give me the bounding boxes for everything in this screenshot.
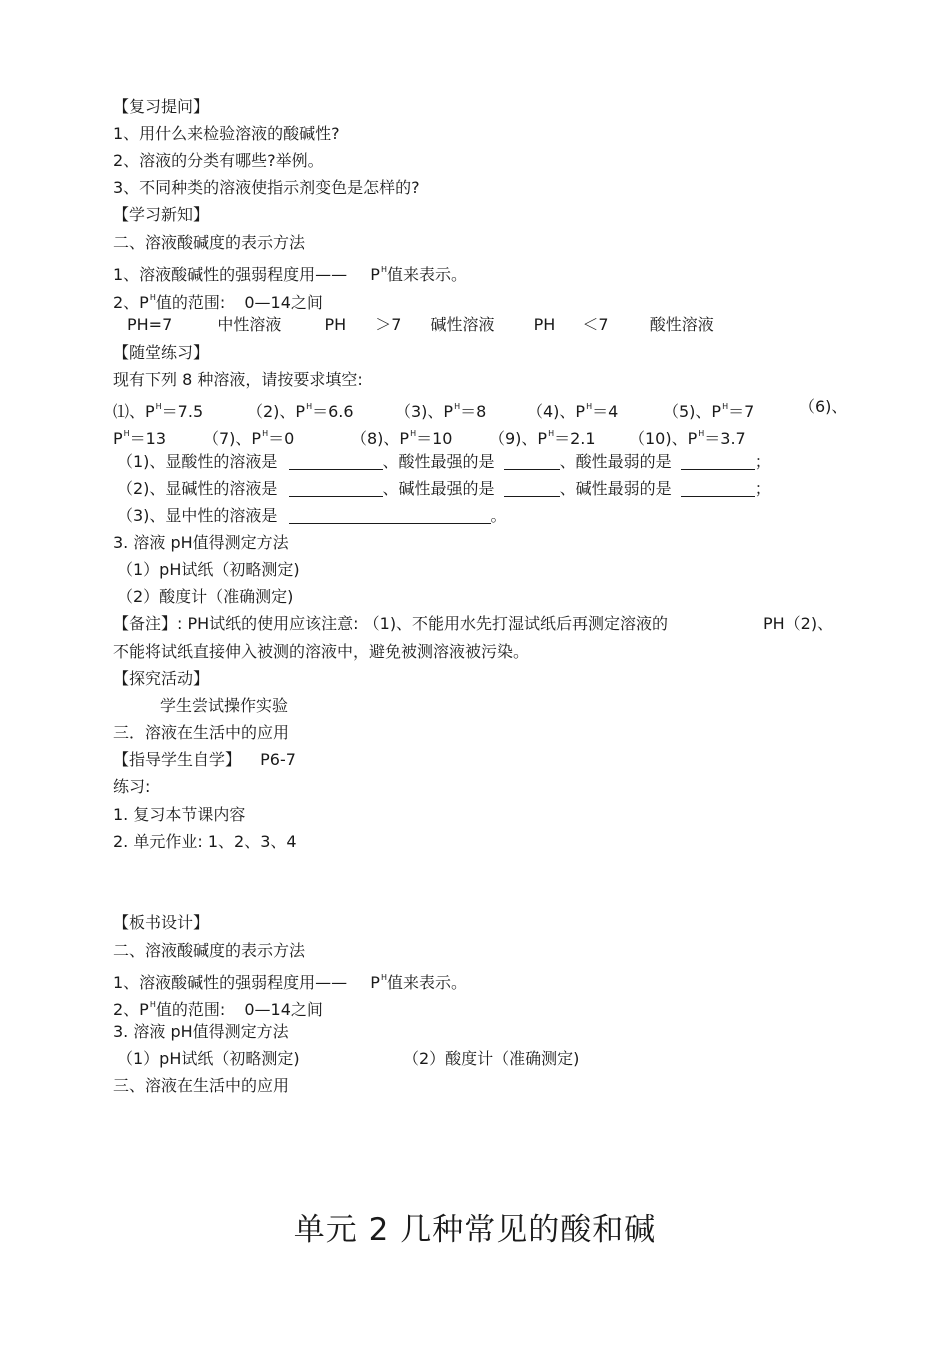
fill-question-2 <box>117 479 771 499</box>
ph-range-label: 2、P <box>113 293 149 312</box>
ph-definition-line <box>113 260 467 285</box>
review-question-1: 1、用什么来检验溶液的酸碱性? <box>113 124 340 143</box>
board-method-heading: 3. 溶液 pH值得测定方法 <box>113 1022 289 1041</box>
ph-definition-text: 1、溶液酸碱性的强弱程度用—— <box>113 265 348 284</box>
board-ph-definition <box>113 968 467 993</box>
basic-label: 碱性溶液 <box>430 315 495 334</box>
fill-blank[interactable] <box>504 481 560 497</box>
review-question-2: 2、溶液的分类有哪些?举例。 <box>113 151 324 170</box>
fill-1-strongest: 、酸性最强的是 <box>382 452 495 471</box>
solution-item: （5)、$P^H=7$ <box>663 402 755 421</box>
solution-item: （7)、$P^H=0$ <box>203 429 295 448</box>
practice-heading: 【随堂练习】 <box>113 343 210 362</box>
self-study-heading: 【指导学生自学】 <box>113 750 242 769</box>
solution-item: （9)、$P^H=2.1$ <box>489 429 596 448</box>
board-ph-superscript: H <box>380 973 387 982</box>
board-ph-range-value: 0—14之间 <box>244 1000 323 1019</box>
acidic-condition: ＜7 <box>582 315 609 334</box>
fill-blank[interactable] <box>681 454 755 470</box>
ph-range-line <box>113 288 323 313</box>
fill-1-end: ； <box>754 452 771 471</box>
board-ph-range-label: 2、P <box>113 1000 149 1019</box>
neutral-label: 中性溶液 <box>217 315 282 334</box>
explore-body: 学生尝试操作实验 <box>160 696 289 715</box>
basic-condition: ＞7 <box>375 315 402 334</box>
fill-blank[interactable] <box>289 508 491 524</box>
method-2: （2）酸度计（准确测定) <box>117 587 294 606</box>
board-section-2: 二、溶液酸碱度的表示方法 <box>113 941 306 960</box>
method-heading: 3. 溶液 pH值得测定方法 <box>113 533 289 552</box>
fill-1-label: （1)、显酸性的溶液是 <box>117 452 278 471</box>
ph-definition-end: 值来表示。 <box>386 265 467 284</box>
solution-item: （3)、$P^H=8$ <box>395 402 487 421</box>
solution-item: （10)、$P^H=3.7$ <box>629 429 746 448</box>
fill-1-weakest: 、酸性最弱的是 <box>559 452 672 471</box>
fill-blank[interactable] <box>289 481 383 497</box>
ph-superscript: H <box>380 265 387 274</box>
section-2-title: 二、溶液酸碱度的表示方法 <box>113 233 306 252</box>
exercise-2: 2. 单元作业: 1、2、3、4 <box>113 832 297 851</box>
board-ph-symbol: P <box>370 973 380 992</box>
ph-range-superscript: H <box>149 293 156 302</box>
solution-item: （6)、 <box>799 397 848 416</box>
new-knowledge-heading: 【学习新知】 <box>113 205 210 224</box>
note-text-end: PH（2)、 <box>763 614 834 633</box>
fill-2-strongest: 、碱性最强的是 <box>382 479 495 498</box>
exercise-heading: 练习: <box>113 777 151 796</box>
solution-item: ⑴、$P^H=7.5$ <box>113 402 204 421</box>
board-ph-range-superscript: H <box>149 1000 156 1009</box>
board-heading: 【板书设计】 <box>113 913 210 932</box>
note-line-1 <box>113 614 834 634</box>
board-ph-definition-text: 1、溶液酸碱性的强弱程度用—— <box>113 973 348 992</box>
board-methods <box>117 1049 580 1069</box>
explore-heading: 【探究活动】 <box>113 669 210 688</box>
fill-question-3 <box>117 506 507 526</box>
solution-item: （2)、$P^H=6.6$ <box>247 402 354 421</box>
fill-blank[interactable] <box>504 454 560 470</box>
ph-range-value: 0—14之间 <box>244 293 323 312</box>
fill-blank[interactable] <box>681 481 755 497</box>
fill-question-1 <box>117 452 771 472</box>
exercise-1: 1. 复习本节课内容 <box>113 805 246 824</box>
fill-2-label: （2)、显碱性的溶液是 <box>117 479 278 498</box>
fill-blank[interactable] <box>289 454 383 470</box>
solution-item: （8)、$P^H=10$ <box>351 429 453 448</box>
board-section-3: 三、溶液在生活中的应用 <box>113 1076 290 1095</box>
review-question-3: 3、不同种类的溶液使指示剂变色是怎样的? <box>113 178 420 197</box>
fill-2-end: ； <box>754 479 771 498</box>
ph-range-text: 值的范围: <box>155 293 226 312</box>
board-ph-definition-end: 值来表示。 <box>386 973 467 992</box>
method-1: （1）pH试纸（初略测定) <box>117 560 300 579</box>
solution-item: （4)、$P^H=4$ <box>527 402 619 421</box>
section-3-title: 三．溶液在生活中的应用 <box>113 723 290 742</box>
ph-label-acidic: PH <box>533 315 556 334</box>
fill-3-end: 。 <box>490 506 507 525</box>
practice-intro: 现有下列 8 种溶液，请按要求填空: <box>113 370 363 389</box>
review-heading: 【复习提问】 <box>113 97 210 116</box>
fill-2-weakest: 、碱性最弱的是 <box>559 479 672 498</box>
board-ph-range-text: 值的范围: <box>155 1000 226 1019</box>
acidic-label: 酸性溶液 <box>649 315 714 334</box>
fill-3-label: （3)、显中性的溶液是 <box>117 506 278 525</box>
self-study-pages: P6-7 <box>260 750 296 769</box>
note-line-2: 不能将试纸直接伸入被测的溶液中，避免被测溶液被污染。 <box>113 642 530 661</box>
board-method-1: （1）pH试纸（初略测定) <box>117 1049 300 1068</box>
board-method-2: （2）酸度计（准确测定) <box>403 1049 580 1068</box>
board-ph-range <box>113 995 323 1020</box>
ph-classification-line <box>127 315 714 335</box>
ph-label-basic: PH <box>324 315 347 334</box>
self-study-line <box>113 750 296 770</box>
ph-symbol: P <box>370 265 380 284</box>
unit-title: 单元 2 几种常见的酸和碱 <box>293 1212 657 1248</box>
ph-neutral-value: PH=7 <box>127 315 173 334</box>
solution-item: $P^H=13$ <box>113 429 167 448</box>
note-text: 【备注】: PH试纸的使用应该注意: （1)、不能用水先打湿试纸后再测定溶液的 <box>113 614 669 633</box>
